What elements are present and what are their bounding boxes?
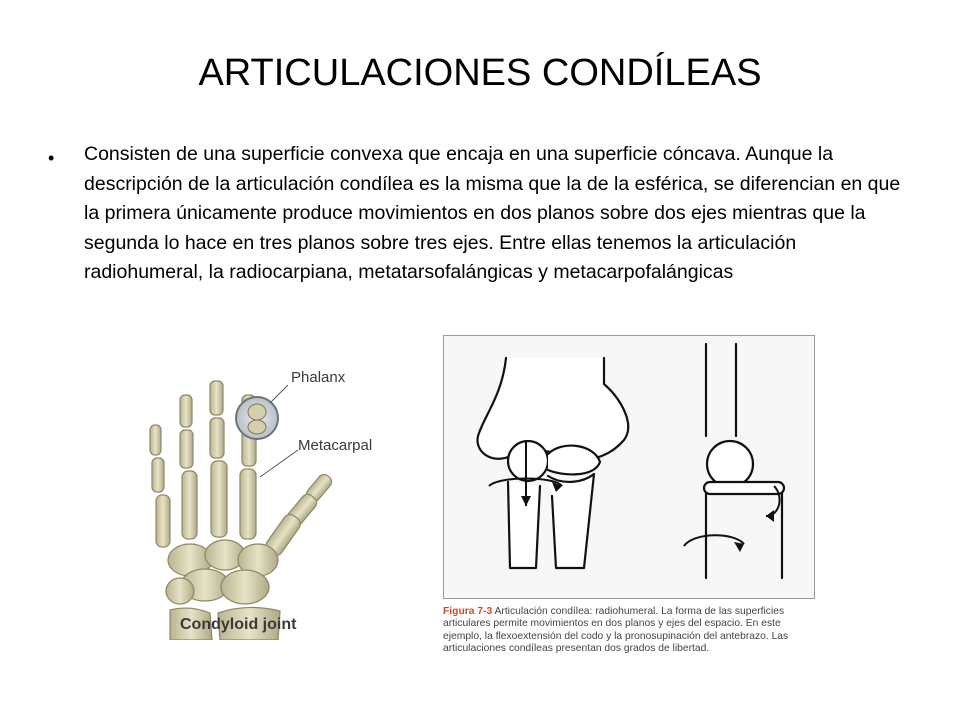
elbow-figure-caption <box>443 606 815 656</box>
phalanx-label: Phalanx <box>291 369 346 386</box>
figure-number: Figura 7-3 <box>443 606 493 617</box>
slide-title: ARTICULACIONES CONDÍLEAS <box>198 52 762 94</box>
elbow-figure-panel <box>443 335 815 599</box>
figure-caption-text: Articulación condílea: radiohumeral. La forma de las superficies articulares permite movimientos en dos planos y ejes del espacio. En este ejemplo, la flexoextensión del codo y la pronosupinación del antebrazo. Las articulaciones condíleas presentan dos grados de libertad. <box>443 606 789 655</box>
bullet-paragraph: Consisten de una superficie convexa que encaja en una superficie cóncava. Aunque la descripción de la articulación condílea es la misma que la de la esférica, se diferencian en que la primera únicamente produce movimientos en dos planos sobre dos ejes mientras que la segunda lo hace en tres planos sobre tres ejes. Entre ellas tenemos la articulación radiohumeral, la radiocarpiana, metatarsofalángicas y metacarpofalángicas <box>84 143 901 283</box>
elbow-joint-drawing <box>444 336 814 598</box>
hand-figure-caption: Condyloid joint <box>180 616 297 633</box>
hand-skeleton-illustration <box>130 355 400 640</box>
bullet-marker: • <box>48 148 55 168</box>
metacarpal-label: Metacarpal <box>298 437 373 454</box>
